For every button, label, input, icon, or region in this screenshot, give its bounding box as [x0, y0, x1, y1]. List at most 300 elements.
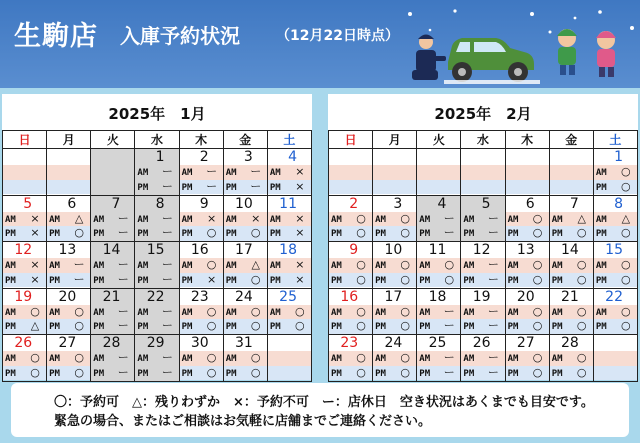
open-day [224, 242, 267, 288]
day-number: 31 [235, 335, 253, 351]
calendar-day-cell [373, 288, 417, 335]
am-label: AM [49, 261, 60, 271]
am-slot [3, 305, 46, 320]
calendar-day-cell [135, 149, 179, 196]
pm-slot [550, 319, 593, 334]
empty-slot [91, 180, 134, 195]
am-label: AM [551, 354, 563, 364]
open-day [461, 149, 504, 195]
availability-mark: ○ [250, 351, 261, 364]
calendar-day-cell [549, 149, 593, 196]
calendar-day-cell [179, 335, 223, 382]
pm-label: PM [181, 368, 193, 379]
calendar-day-cell [505, 335, 549, 382]
am-slot [550, 305, 593, 320]
availability-mark: ○ [356, 319, 366, 332]
calendar-day-cell [505, 149, 549, 196]
availability-mark: ○ [400, 211, 410, 225]
availability-mark: × [251, 211, 261, 225]
am-slot [3, 258, 46, 273]
availability-mark: ー [161, 319, 173, 332]
pm-label: PM [375, 229, 386, 239]
pm-slot [550, 226, 593, 241]
day-number: 21 [102, 288, 121, 305]
open-day [268, 335, 311, 381]
availability-mark: ー [487, 319, 499, 332]
availability-mark: ー [161, 272, 173, 286]
availability-mark: ー [161, 304, 173, 318]
day-number: 14 [561, 242, 579, 258]
am-slot [329, 258, 372, 273]
calendar-day-cell [505, 288, 549, 335]
availability-mark: ○ [356, 351, 366, 364]
empty-slot [417, 180, 460, 195]
availability-mark: ー [487, 226, 499, 239]
open-day [506, 335, 549, 381]
pm-label: PM [137, 182, 149, 193]
availability-mark: ー [161, 165, 173, 178]
empty-slot [268, 366, 311, 381]
calendar-day-cell [223, 195, 267, 242]
am-label: AM [375, 214, 386, 225]
availability-mark: × [30, 226, 40, 239]
weekday-fri: 金 [549, 131, 593, 149]
pm-slot [594, 180, 637, 195]
pm-slot [373, 319, 416, 334]
weekday-sat: 土 [267, 131, 311, 149]
am-slot [594, 165, 637, 180]
open-day [47, 196, 90, 242]
open-day [506, 196, 549, 242]
availability-mark: ー [161, 351, 173, 364]
calendar-day-cell [461, 242, 505, 289]
pm-label: PM [331, 229, 342, 239]
am-slot [224, 258, 267, 273]
pm-slot [224, 226, 267, 241]
am-label: AM [331, 261, 342, 271]
calendar-day-cell [373, 195, 417, 242]
availability-mark: ○ [621, 226, 631, 239]
calendar-grid [328, 130, 638, 382]
availability-mark: ○ [532, 351, 543, 364]
open-day [506, 149, 549, 195]
day-number: 23 [340, 335, 359, 351]
open-day [506, 289, 549, 335]
calendar-grid [2, 130, 312, 382]
availability-mark: ○ [532, 272, 543, 286]
am-label: AM [551, 214, 563, 225]
weekday-thu: 木 [179, 131, 223, 149]
availability-mark: ○ [30, 304, 40, 318]
day-number: 10 [384, 242, 403, 258]
am-slot [461, 212, 504, 227]
am-label: AM [137, 354, 149, 364]
calendar-week-row [329, 149, 638, 196]
availability-mark: ー [117, 211, 129, 225]
open-day [180, 242, 223, 288]
open-day [3, 196, 46, 242]
availability-mark: ー [161, 179, 173, 193]
day-number: 26 [14, 335, 33, 351]
pm-slot [180, 180, 223, 195]
availability-mark: ○ [532, 319, 543, 332]
calendar-day-cell [179, 288, 223, 335]
availability-mark: ○ [400, 304, 410, 318]
am-slot [594, 305, 637, 320]
availability-mark: ○ [400, 272, 410, 286]
closed-day [91, 335, 134, 381]
day-number: 15 [146, 242, 165, 258]
open-day [47, 242, 90, 288]
pm-slot [268, 226, 311, 241]
day-number: 13 [516, 242, 535, 258]
day-number: 18 [428, 288, 447, 305]
availability-mark: ー [443, 211, 455, 225]
am-slot [461, 305, 504, 320]
weekday-mon: 月 [373, 131, 417, 149]
am-slot [91, 305, 134, 320]
pm-slot [224, 366, 267, 381]
availability-mark: ー [161, 365, 173, 379]
open-day [373, 335, 416, 381]
day-number [594, 335, 637, 351]
weekday-tue: 火 [417, 131, 461, 149]
calendar-week-row [3, 335, 312, 382]
calendar-day-cell [593, 242, 637, 289]
car-icon [444, 38, 540, 84]
day-number: 27 [516, 335, 535, 351]
weekday-sun: 日 [329, 131, 373, 149]
pm-slot [91, 226, 134, 241]
calendar-day-cell [417, 288, 461, 335]
day-number: 4 [288, 149, 297, 165]
weekday-thu: 木 [505, 131, 549, 149]
day-number: 2 [349, 195, 359, 212]
availability-mark: ○ [532, 226, 543, 239]
day-number: 3 [393, 195, 403, 212]
availability-mark: ー [161, 258, 173, 271]
pm-label: PM [137, 275, 149, 286]
open-day [3, 335, 46, 381]
day-number: 9 [349, 242, 359, 258]
empty-slot [47, 180, 90, 195]
calendar-day-cell [179, 195, 223, 242]
pm-label: PM [5, 368, 16, 379]
day-number: 29 [146, 335, 165, 351]
pm-slot [180, 366, 223, 381]
availability-mark: ○ [206, 365, 217, 379]
legend-contact-note: 緊急の場合、またはご相談はお気軽に店舗までご連絡ください。 [54, 414, 432, 429]
pm-label: PM [419, 368, 431, 379]
pm-label: PM [93, 322, 105, 332]
pm-slot [329, 319, 372, 334]
day-number: 19 [472, 288, 491, 305]
day-number: 6 [525, 195, 535, 212]
availability-mark: △ [251, 258, 260, 271]
availability-mark: △ [577, 211, 586, 225]
calendar-day-cell [267, 242, 311, 289]
pm-slot [329, 366, 372, 381]
am-label: AM [375, 261, 386, 271]
am-slot [550, 258, 593, 273]
am-slot [594, 212, 637, 227]
am-label: AM [181, 214, 193, 225]
availability-mark: ー [161, 226, 173, 239]
open-day [417, 242, 460, 288]
availability-mark: ○ [532, 211, 543, 225]
calendar-week-row [3, 288, 312, 335]
pm-label: PM [225, 322, 237, 332]
empty-slot [506, 180, 549, 195]
am-label: AM [551, 261, 563, 271]
day-number: 18 [279, 242, 297, 258]
open-day [417, 149, 460, 195]
pm-label: PM [595, 322, 607, 332]
am-label: AM [93, 354, 105, 364]
am-slot [550, 212, 593, 227]
am-label: AM [463, 354, 475, 364]
am-slot [224, 351, 267, 366]
calendar-day-cell [3, 149, 47, 196]
am-slot [91, 351, 134, 366]
winter-illustration [400, 6, 640, 88]
am-slot [268, 165, 311, 180]
pm-label: PM [269, 229, 281, 239]
calendar-day-cell [329, 149, 373, 196]
availability-mark: ー [117, 272, 129, 286]
weekday-header-row [329, 131, 638, 149]
am-label: AM [137, 168, 149, 178]
availability-mark: ○ [576, 226, 587, 239]
calendar-day-cell [3, 335, 47, 382]
availability-mark: △ [621, 211, 631, 225]
calendar-day-cell [417, 195, 461, 242]
pm-slot [135, 180, 178, 195]
availability-mark: ○ [250, 226, 261, 239]
closed-day [91, 242, 134, 288]
pm-label: PM [463, 229, 475, 239]
availability-mark: ○ [356, 304, 366, 318]
pm-label: PM [93, 229, 105, 239]
am-label: AM [225, 354, 237, 364]
open-day [417, 335, 460, 381]
am-slot [417, 305, 460, 320]
am-label: AM [137, 307, 149, 318]
am-label: AM [93, 214, 105, 225]
availability-mark: ○ [206, 304, 217, 318]
closed-day [91, 149, 134, 195]
calendar-day-cell [179, 149, 223, 196]
pm-label: PM [463, 322, 475, 332]
availability-mark: ○ [400, 351, 410, 364]
calendar-day-cell [3, 195, 47, 242]
open-day [329, 289, 372, 335]
open-day [3, 242, 46, 288]
availability-mark: × [30, 258, 40, 271]
pm-slot [3, 366, 46, 381]
day-number: 11 [428, 242, 447, 258]
pm-slot [91, 273, 134, 288]
am-slot [461, 258, 504, 273]
pm-slot [3, 273, 46, 288]
calendar-week-row [3, 149, 312, 196]
am-label: AM [269, 307, 281, 318]
pm-label: PM [225, 368, 237, 379]
open-day [594, 196, 637, 242]
availability-mark: ○ [206, 258, 217, 271]
availability-mark: ○ [30, 365, 40, 379]
am-slot [91, 212, 134, 227]
availability-mark: ○ [295, 304, 305, 318]
pm-slot [3, 319, 46, 334]
availability-mark: × [206, 211, 217, 225]
am-slot [3, 351, 46, 366]
availability-mark: × [30, 211, 40, 225]
am-label: AM [375, 354, 386, 364]
availability-mark: ー [487, 211, 499, 225]
availability-mark: ー [117, 258, 129, 271]
availability-mark: ○ [295, 319, 305, 332]
calendar-day-cell [47, 288, 91, 335]
calendar-day-cell [3, 242, 47, 289]
availability-mark: ○ [576, 365, 587, 379]
pm-label: PM [137, 229, 149, 239]
pm-label: PM [595, 275, 607, 286]
pm-label: PM [5, 229, 16, 239]
day-number [461, 149, 504, 165]
availability-mark: ○ [576, 351, 587, 364]
availability-mark: ○ [74, 319, 84, 332]
pm-slot [329, 273, 372, 288]
availability-mark: ー [117, 304, 129, 318]
calendar-day-cell [223, 288, 267, 335]
pm-label: PM [225, 182, 237, 193]
pm-label: PM [331, 322, 342, 332]
availability-mark: ー [443, 351, 455, 364]
calendar-day-cell [223, 335, 267, 382]
availability-mark: ○ [621, 319, 631, 332]
pm-slot [47, 366, 90, 381]
am-label: AM [5, 261, 16, 271]
pm-label: PM [331, 368, 342, 379]
weekday-header-row [3, 131, 312, 149]
pm-label: PM [551, 229, 563, 239]
as-of-date: （12月22日時点） [276, 28, 399, 44]
day-number: 27 [58, 335, 77, 351]
day-number: 11 [279, 195, 297, 212]
am-slot [506, 258, 549, 273]
availability-mark: ○ [206, 319, 217, 332]
calendar-day-cell [461, 288, 505, 335]
day-number: 4 [437, 195, 447, 212]
pm-label: PM [269, 275, 281, 286]
am-slot [268, 305, 311, 320]
pm-label: PM [269, 182, 281, 193]
empty-slot [373, 165, 416, 180]
calendar-week-row [3, 242, 312, 289]
day-number: 1 [155, 149, 165, 165]
empty-slot [3, 165, 46, 180]
legend-box [11, 383, 629, 437]
availability-mark: ー [487, 304, 499, 318]
availability-mark: ○ [400, 258, 410, 271]
am-label: AM [5, 307, 16, 318]
am-label: AM [93, 261, 105, 271]
empty-slot [3, 180, 46, 195]
availability-mark: ○ [532, 304, 543, 318]
day-number: 13 [58, 242, 77, 258]
open-day [461, 335, 504, 381]
availability-mark: ○ [621, 179, 631, 193]
open-day [224, 149, 267, 195]
calendar-day-cell [223, 242, 267, 289]
pm-label: PM [181, 182, 193, 193]
day-number: 17 [384, 288, 403, 305]
am-label: AM [181, 307, 193, 318]
availability-mark: ー [250, 179, 262, 193]
am-label: AM [463, 261, 475, 271]
calendar-day-cell [373, 149, 417, 196]
pm-slot [180, 319, 223, 334]
am-label: AM [551, 307, 563, 318]
day-number: 12 [472, 242, 491, 258]
am-slot [135, 165, 178, 180]
calendar-january [2, 94, 312, 379]
availability-mark: ー [487, 351, 499, 364]
calendar-day-cell [505, 242, 549, 289]
pm-label: PM [507, 275, 519, 286]
pm-label: PM [49, 229, 60, 239]
calendar-day-cell [267, 335, 311, 382]
day-number: 7 [569, 195, 579, 212]
pm-slot [47, 319, 90, 334]
availability-mark: ー [73, 272, 85, 286]
header-banner [0, 0, 640, 88]
am-label: AM [49, 307, 60, 318]
day-number [550, 149, 593, 165]
am-label: AM [463, 307, 475, 318]
pm-slot [550, 366, 593, 381]
empty-slot [417, 165, 460, 180]
open-day [224, 289, 267, 335]
calendar-day-cell [461, 335, 505, 382]
day-number [91, 149, 134, 165]
calendar-day-cell [47, 195, 91, 242]
closed-day [461, 196, 504, 242]
open-day [373, 289, 416, 335]
am-slot [550, 351, 593, 366]
calendar-day-cell [329, 195, 373, 242]
pm-label: PM [375, 368, 386, 379]
open-day [461, 289, 504, 335]
am-slot [135, 258, 178, 273]
am-label: AM [419, 214, 431, 225]
pm-label: PM [93, 275, 105, 286]
am-label: AM [181, 168, 193, 178]
calendar-day-cell [3, 288, 47, 335]
availability-mark: × [295, 226, 305, 239]
am-slot [47, 258, 90, 273]
am-label: AM [507, 261, 519, 271]
am-label: AM [269, 214, 281, 225]
am-label: AM [225, 168, 237, 178]
availability-mark: ○ [621, 272, 631, 286]
availability-mark: ○ [621, 304, 631, 318]
pm-label: PM [49, 275, 60, 286]
am-label: AM [49, 214, 60, 225]
pm-slot [268, 180, 311, 195]
pm-slot [373, 366, 416, 381]
